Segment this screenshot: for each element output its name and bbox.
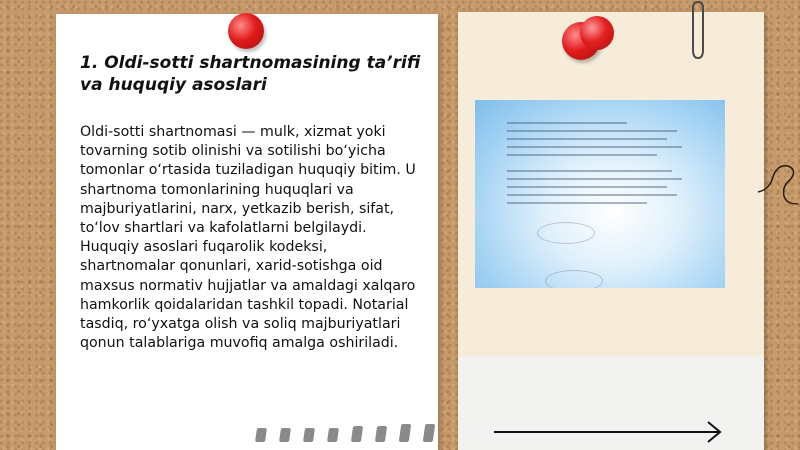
slide-body-text: Oldi-sotti shartnomasi — mulk, xizmat yoki tovarning sotib olinishi va sotilishi bo‘yicha tomonlar o‘rtasida tuziladigan huquqiy bitim. U shartnoma tomonlarining huquqlari va majburiyatlarini, narx, yetkazib berish, sifat, to‘lov shartlari va kafolatlarni belgilaydi. Huquqiy asoslari fuqarolik kodeksi, shartnomalar qonunlari, xarid-sotishga oid maxsus normativ hujjatlar va amaldagi xalqaro hamkorlik qoidalaridan tashkil topadi. Notarial tasdiq, ro‘yxatga olish va soliq majburiyatlari qonun talablariga muvofiq amalga oshiriladi.: [80, 124, 416, 352]
torn-edge: [256, 414, 438, 442]
arrow-right-icon: [494, 420, 726, 444]
slide-title: 1. Oldi-sotti shartnomasining ta’rifi va huquqiy asoslari: [80, 53, 421, 95]
contract-document-image: [475, 100, 725, 288]
paperclip-icon: [686, 0, 710, 64]
pushpin-icon: [580, 16, 614, 50]
squiggle-doodle: [756, 150, 800, 210]
pushpin-icon: [228, 13, 264, 49]
